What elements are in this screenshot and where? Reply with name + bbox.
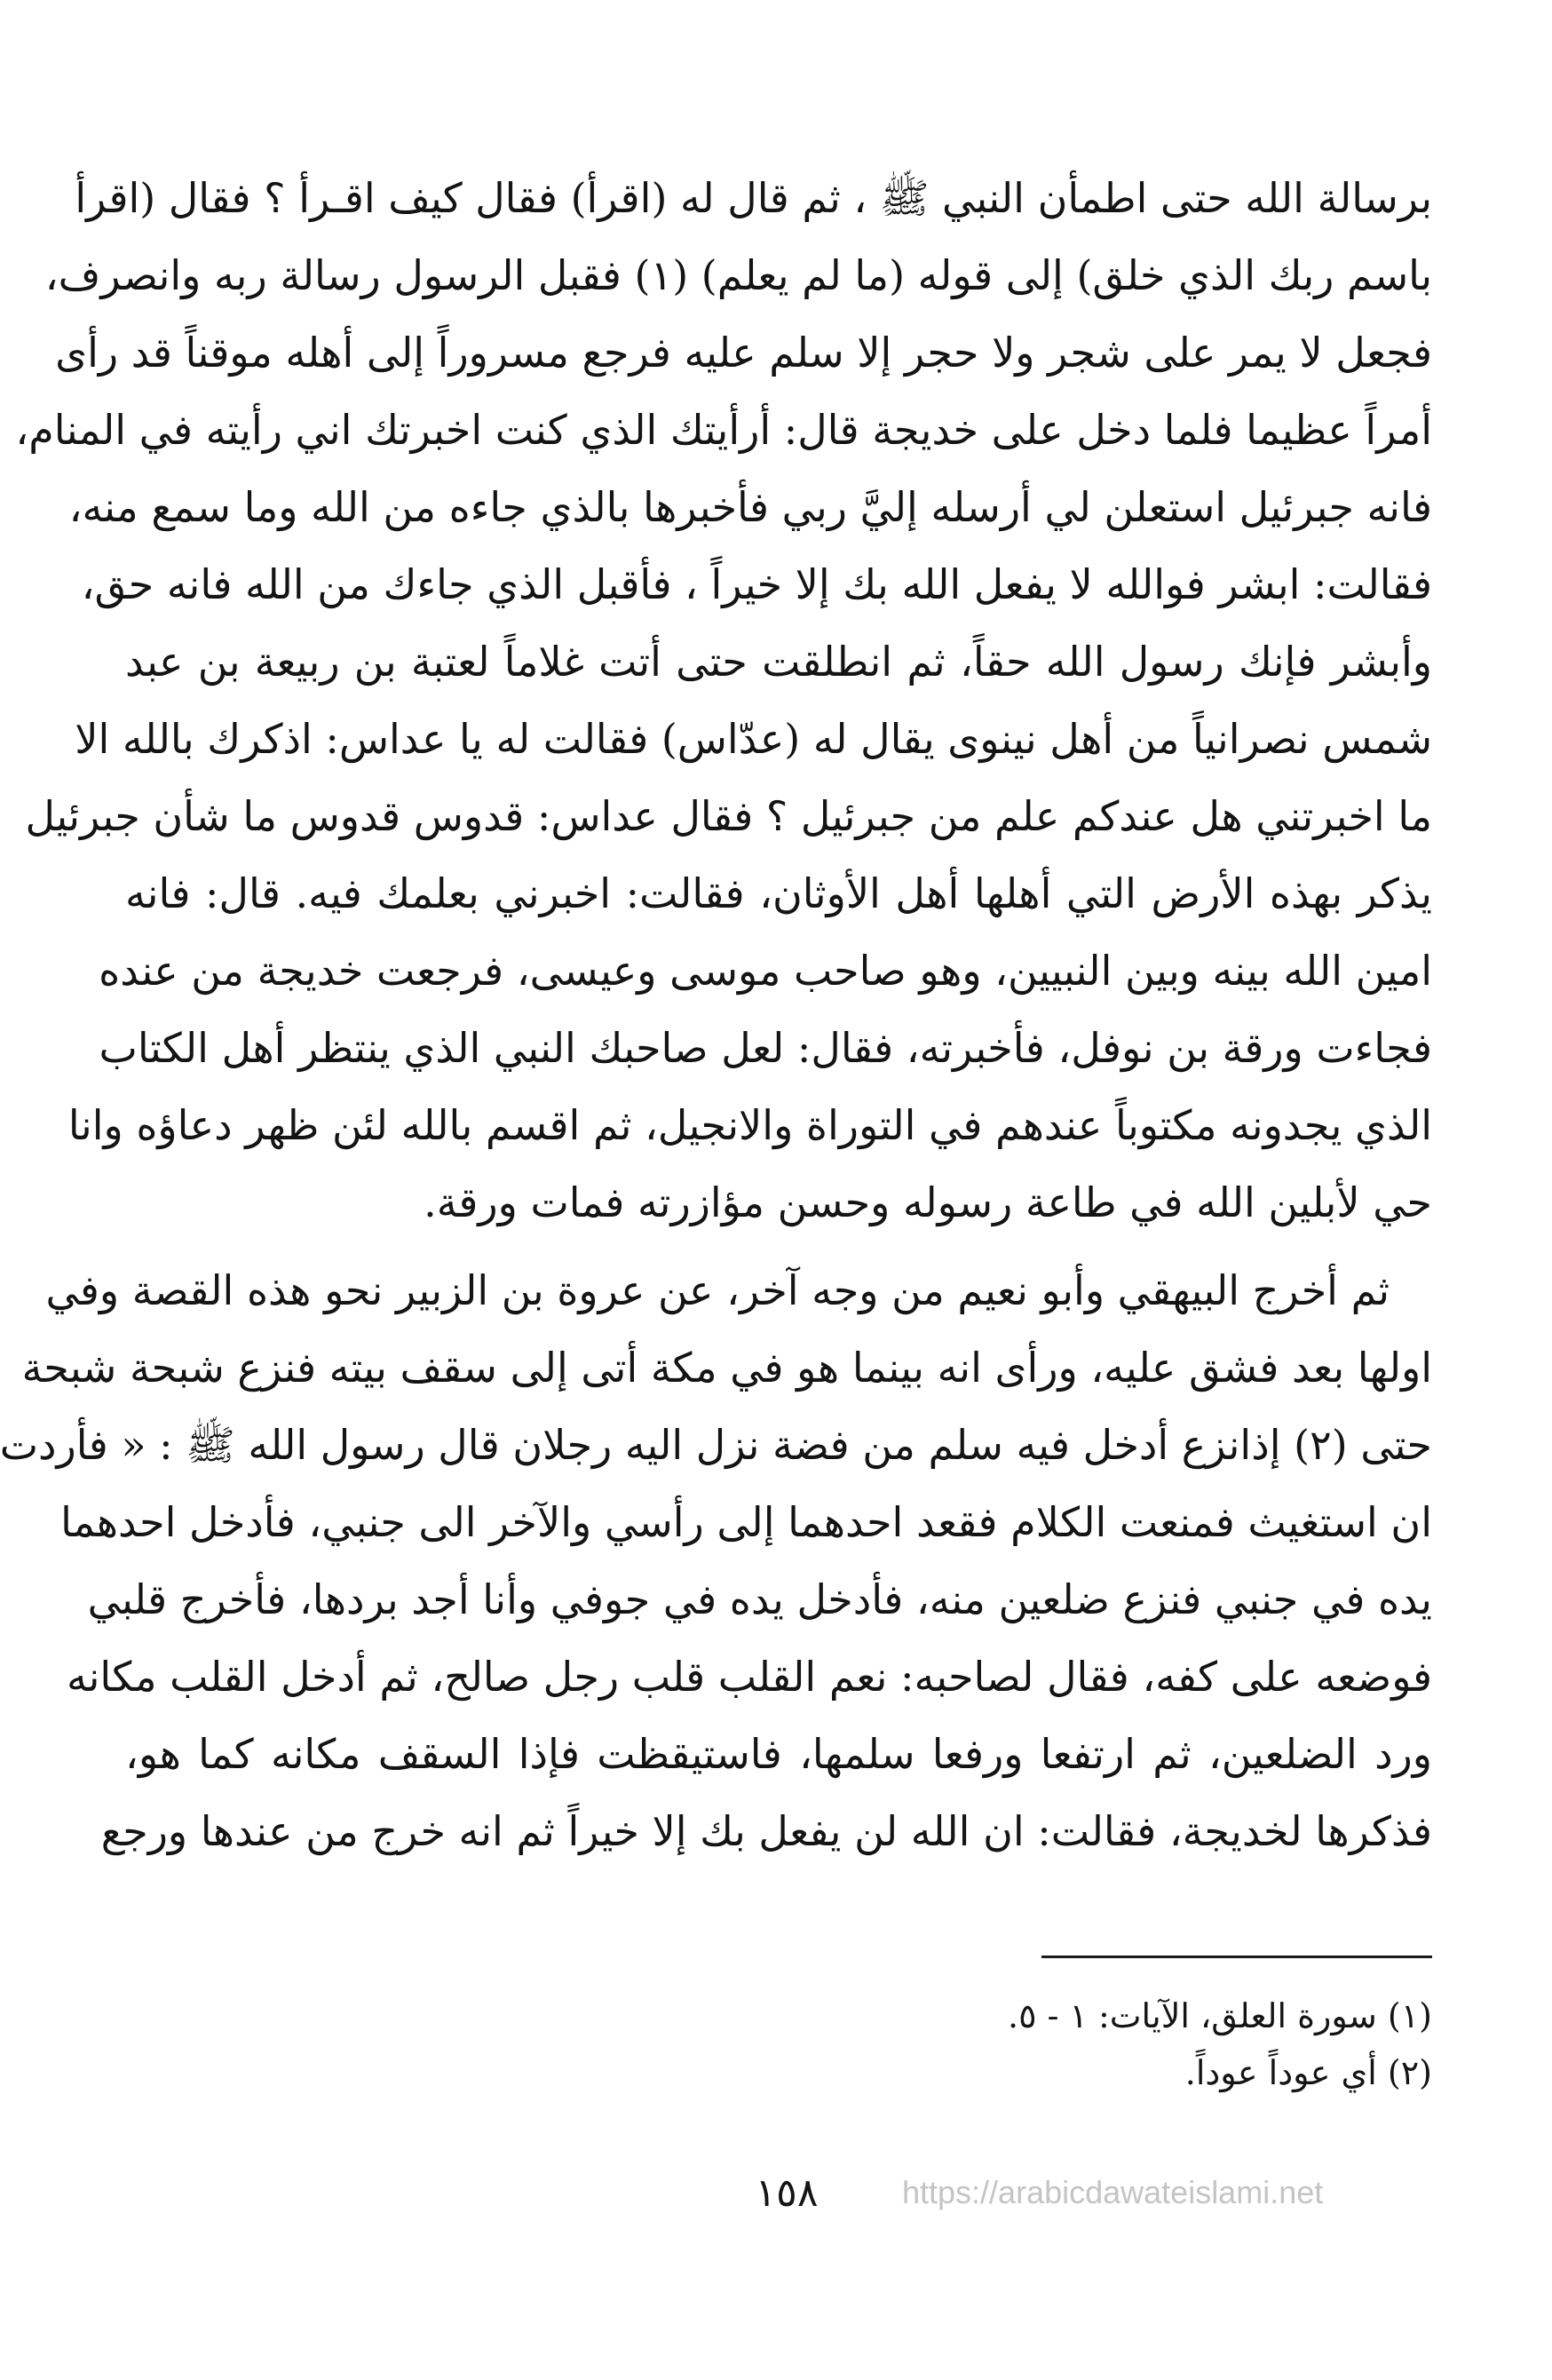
text-line: فجاءت ورقة بن نوفل، فأخبرته، فقال: لعل صاحبك النبي الذي ينتظر أهل الكتاب xyxy=(99,1024,1432,1072)
text-line: حتى (٢) إذانزع أدخل فيه سلم من فضة نزل اليه رجلان قال رسول الله ﷺ : « فأردت xyxy=(0,1421,1432,1469)
text-line: أمراً عظيما فلما دخل على خديجة قال: أرأيتك الذي كنت اخبرتك اني رأيته في المنام، xyxy=(15,406,1432,454)
page-number: ١٥٨ xyxy=(755,2170,819,2216)
text-line: برسالة الله حتى اطمأن النبي ﷺ ، ثم قال له (اقرأ) فقال كيف اقـرأ ؟ فقال (اقرأ xyxy=(75,174,1432,222)
text-line: ان استغيث فمنعت الكلام فقعد احدهما إلى رأسي والآخر الى جنبي، فأدخل احدهما xyxy=(60,1498,1432,1546)
text-line: ما اخبرتني هل عندكم علم من جبرئيل ؟ فقال عداس: قدوس قدوس ما شأن جبرئيل xyxy=(25,792,1432,840)
text-line: فوضعه على كفه، فقال لصاحبه: نعم القلب قلب رجل صالح، ثم أدخل القلب مكانه xyxy=(66,1653,1432,1701)
paragraph-2 xyxy=(0,1252,1432,1870)
watermark-url: https://arabicdawateislami.net xyxy=(902,2174,1324,2210)
text-line: وأبشر فإنك رسول الله حقاً، ثم انطلقت حتى أتت غلاماً لعتبة بن ربيعة بن عبد xyxy=(125,638,1432,686)
text-line: فقالت: ابشر فوالله لا يفعل الله بك إلا خيراً ، فأقبل الذي جاءك من الله فانه حق، xyxy=(81,560,1432,608)
paragraph-1 xyxy=(15,160,1432,1242)
text-line: حي لأبلين الله في طاعة رسوله وحسن مؤازرته فمات ورقة. xyxy=(424,1178,1432,1226)
text-line: ورد الضلعين، ثم ارتفعا ورفعا سلمها، فاستيقظت فإذا السقف مكانه كما هو، xyxy=(125,1730,1432,1778)
text-line: فجعل لا يمر على شجر ولا حجر إلا سلم عليه فرجع مسروراً إلى أهله موقناً قد رأى xyxy=(55,329,1432,377)
footnote-1: (١) سورة العلق، الآيات: ١ - ٥. xyxy=(1007,1996,1432,2035)
text-line: يذكر بهذه الأرض التي أهلها أهل الأوثان، فقالت: اخبرني بعلمك فيه. قال: فانه xyxy=(125,869,1432,917)
footnote-divider xyxy=(1041,1956,1432,1958)
text-line: امين الله بينه وبين النبيين، وهو صاحب موسى وعيسى، فرجعت خديجة من عنده xyxy=(99,947,1432,995)
footnote-2: (٢) أي عوداً عوداً. xyxy=(1184,2053,1432,2092)
text-line: يده في جنبي فنزع ضلعين منه، فأدخل يده في جوفي وأنا أجد بردها، فأخرج قلبي xyxy=(87,1575,1432,1623)
footnotes xyxy=(633,1987,1432,2101)
text-line: ثم أخرج البيهقي وأبو نعيم من وجه آخر، عن عروة بن الزبير نحو هذه القصة وفي xyxy=(45,1266,1390,1314)
text-line: اولها بعد فشق عليه، ورأى انه بينما هو في مكة أتى إلى سقف بيته فنزع شبحة شبحة xyxy=(21,1344,1432,1392)
text-line: باسم ربك الذي خلق) إلى قوله (ما لم يعلم) (١) فقبل الرسول رسالة ربه وانصرف، xyxy=(44,251,1432,299)
text-line: فذكرها لخديجة، فقالت: ان الله لن يفعل بك إلا خيراً ثم انه خرج من عندها ورجع xyxy=(100,1807,1432,1855)
text-line: الذي يجدونه مكتوباً عندهم في التوراة والانجيل، ثم اقسم بالله لئن ظهر دعاؤه وانا xyxy=(67,1101,1432,1149)
text-line: فانه جبرئيل استعلن لي أرسله إليَّ ربي فأخبرها بالذي جاءه من الله وما سمع منه، xyxy=(68,483,1432,531)
text-line: شمس نصرانياً من أهل نينوى يقال له (عدّاس) فقالت له يا عداس: اذكرك بالله الا xyxy=(75,715,1432,763)
